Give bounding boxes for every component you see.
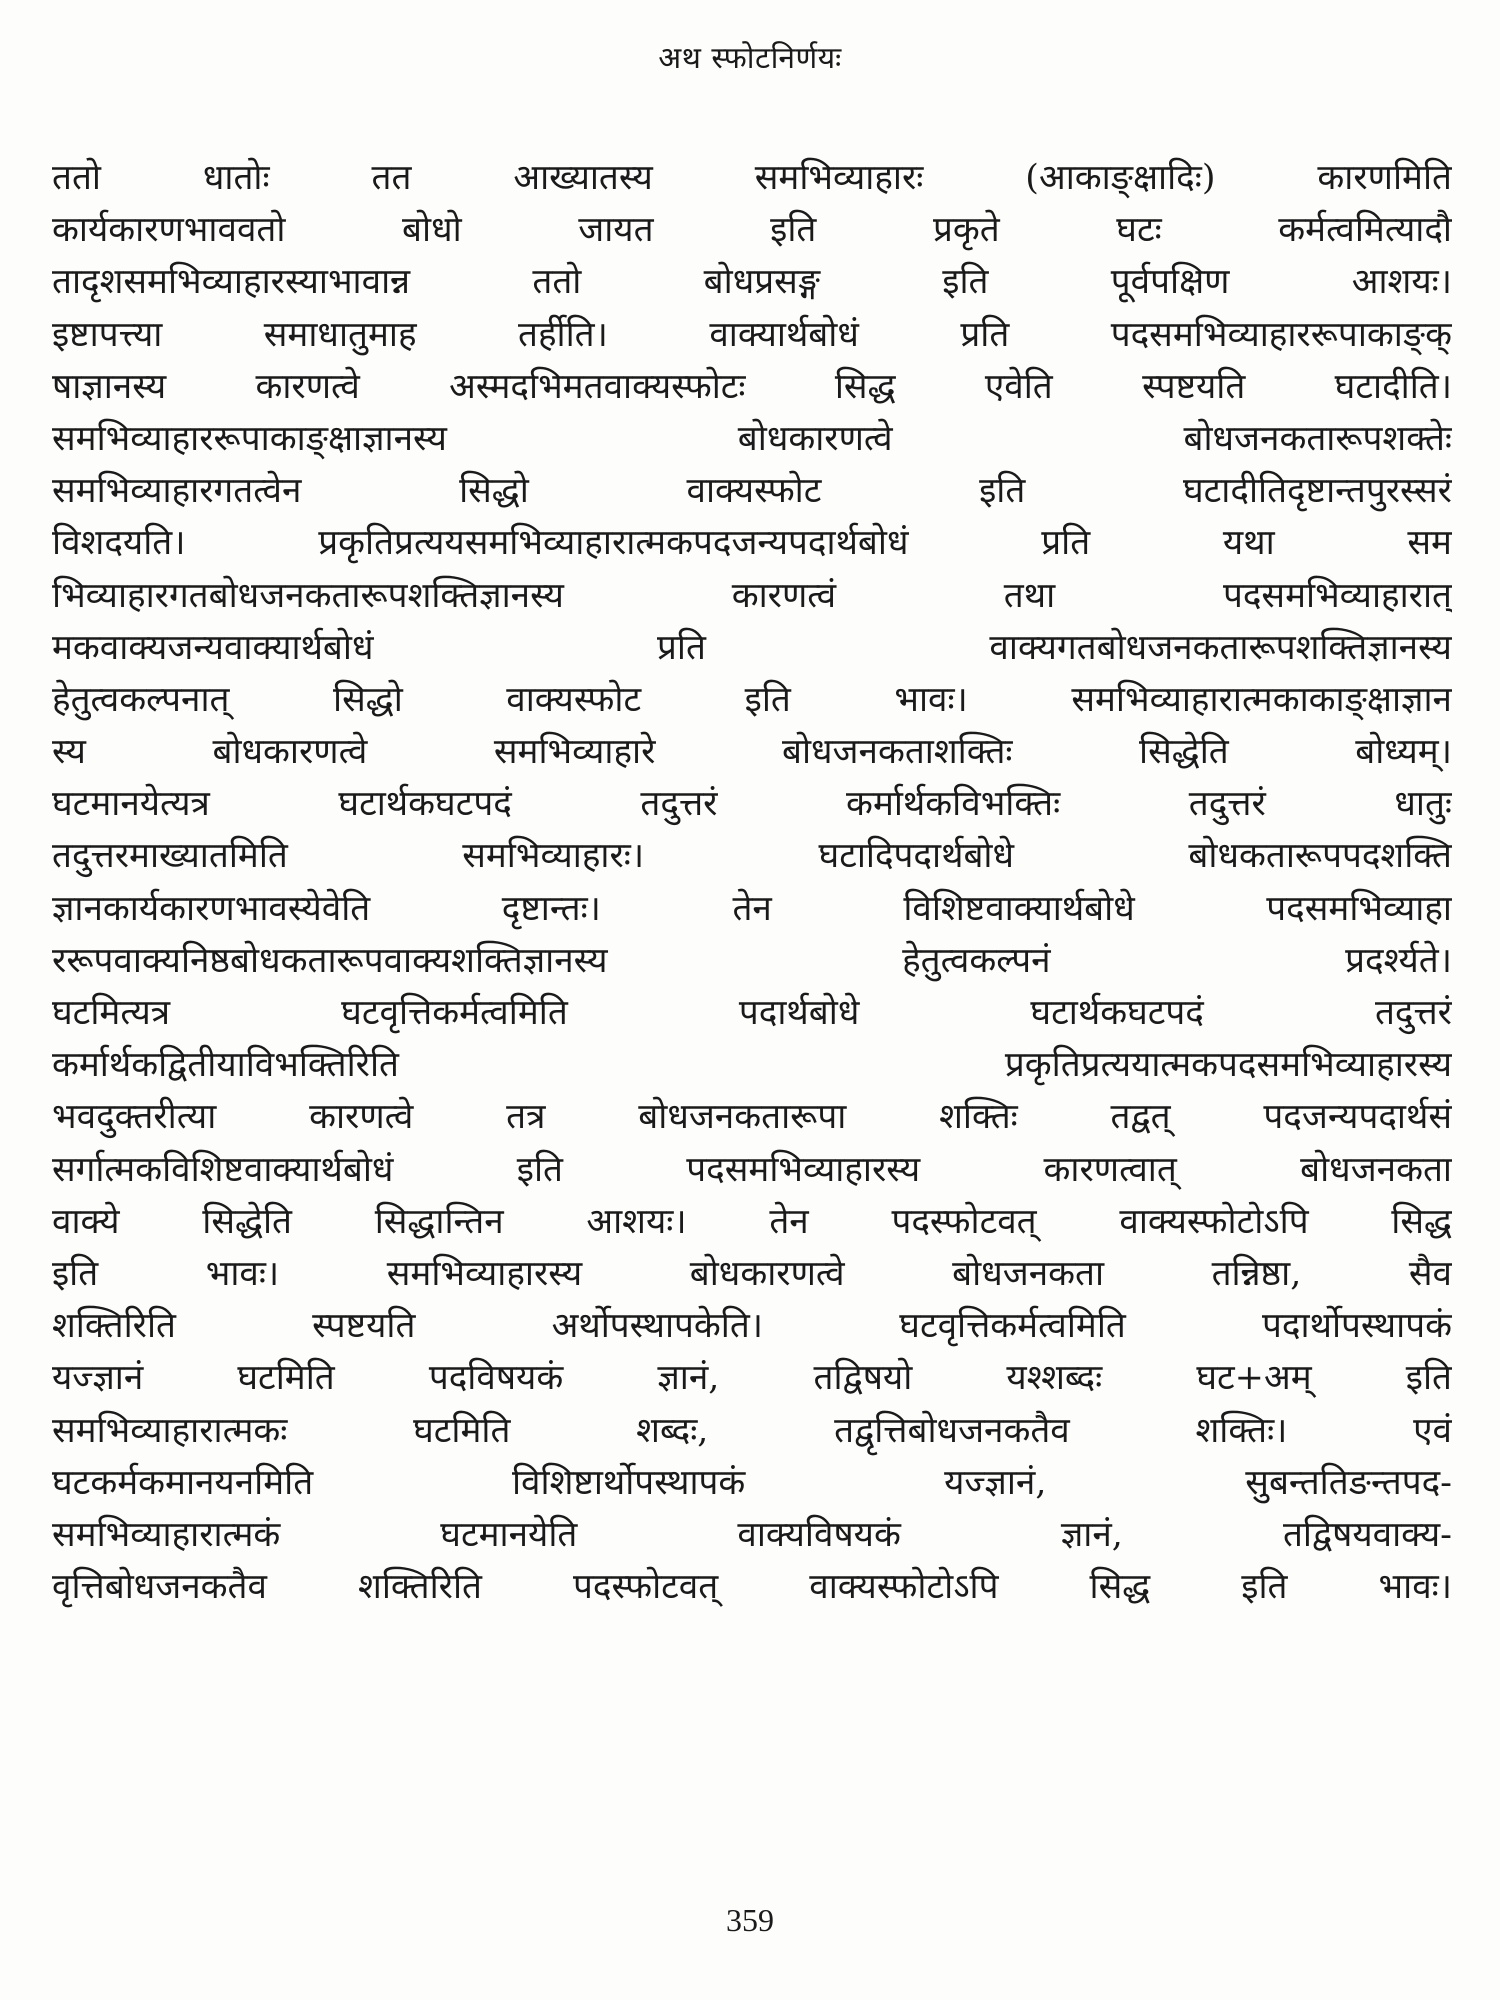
text-line: घटकर्मकमानयनमिति विशिष्टार्थोपस्थापकं यज्ज्ञानं, सुबन्ततिङन्तपद- xyxy=(52,1462,1452,1503)
text-line: यज्ज्ञानं घटमिति पदविषयकं ज्ञानं, तद्विषयो यश्शब्दः घट+अम् इति xyxy=(52,1358,1452,1399)
text-line: ततो धातोः तत आख्यातस्य समभिव्याहारः (आकाङ्क्षादिः) कारणमिति xyxy=(52,158,1452,198)
body-text xyxy=(52,152,1452,1613)
text-line: इष्टापत्त्या समाधातुमाह तर्हीति। वाक्यार्थबोधं प्रति पदसमभिव्याहाररूपाकाङ्क् xyxy=(52,314,1452,355)
text-line: भवदुक्तरीत्या कारणत्वे तत्र बोधजनकतारूपा शक्तिः तद्वत् पदजन्यपदार्थसं xyxy=(52,1097,1452,1138)
text-line: ररूपवाक्यनिष्ठबोधकतारूपवाक्यशक्तिज्ञानस्य हेतुत्वकल्पनं प्रदर्श्यते। xyxy=(52,940,1452,981)
text-line: भिव्याहारगतबोधजनकतारूपशक्तिज्ञानस्य कारणत्वं तथा पदसमभिव्याहारात् xyxy=(52,575,1452,616)
text-line: मकवाक्यजन्यवाक्यार्थबोधं प्रति वाक्यगतबोधजनकतारूपशक्तिज्ञानस्य xyxy=(52,627,1452,668)
text-line: तादृशसमभिव्याहारस्याभावान्न ततो बोधप्रसङ्ग इति पूर्वपक्षिण आशयः। xyxy=(52,262,1452,303)
running-title: अथ स्फोटनिर्णयः xyxy=(658,41,842,76)
text-line: वाक्ये सिद्धेति सिद्धान्तिन आशयः। तेन पदस्फोटवत् वाक्यस्फोटोऽपि सिद्ध xyxy=(52,1201,1452,1242)
text-line: घटमानयेत्यत्र घटार्थकघटपदं तदुत्तरं कर्मार्थकविभक्तिः तदुत्तरं धातुः xyxy=(52,784,1452,825)
text-line: शक्तिरिति स्पष्टयति अर्थोपस्थापकेति। घटवृत्तिकर्मत्वमिति पदार्थोपस्थापकं xyxy=(52,1306,1452,1347)
text-line: स्य बोधकारणत्वे समभिव्याहारे बोधजनकताशक्तिः सिद्धेति बोध्यम्। xyxy=(52,732,1452,773)
text-line: तदुत्तरमाख्यातमिति समभिव्याहारः। घटादिपदार्थबोधे बोधकतारूपपदशक्ति xyxy=(52,836,1452,877)
text-line: विशदयति। प्रकृतिप्रत्ययसमभिव्याहारात्मकपदजन्यपदार्थबोधं प्रति यथा सम xyxy=(52,523,1452,564)
text-line: समभिव्याहाररूपाकाङ्क्षाज्ञानस्य बोधकारणत्वे बोधजनकतारूपशक्तेः xyxy=(52,418,1452,459)
text-line: सर्गात्मकविशिष्टवाक्यार्थबोधं इति पदसमभिव्याहारस्य कारणत्वात् बोधजनकता xyxy=(52,1149,1452,1190)
text-line: इति भावः। समभिव्याहारस्य बोधकारणत्वे बोधजनकता तन्निष्ठा, सैव xyxy=(52,1253,1452,1294)
text-line: ज्ञानकार्यकारणभावस्येवेति दृष्टान्तः। तेन विशिष्टवाक्यार्थबोधे पदसमभिव्याहा xyxy=(52,888,1452,929)
text-line: समभिव्याहारगतत्वेन सिद्धो वाक्यस्फोट इति घटादीतिदृष्टान्तपुरस्सरं xyxy=(52,471,1452,512)
text-line: षाज्ञानस्य कारणत्वे अस्मदभिमतवाक्यस्फोटः सिद्ध एवेति स्पष्टयति घटादीति। xyxy=(52,366,1452,407)
text-line: कार्यकारणभाववतो बोधो जायत इति प्रकृते घटः कर्मत्वमित्यादौ xyxy=(52,210,1452,251)
text-line: वृत्तिबोधजनकतैव शक्तिरिति पदस्फोटवत् वाक्यस्फोटोऽपि सिद्ध इति भावः। xyxy=(52,1567,1452,1608)
text-line: हेतुत्वकल्पनात् सिद्धो वाक्यस्फोट इति भावः। समभिव्याहारात्मकाकाङ्क्षाज्ञान xyxy=(52,679,1452,720)
text-line: समभिव्याहारात्मकः घटमिति शब्दः, तद्वृत्तिबोधजनकतैव शक्तिः। एवं xyxy=(52,1410,1452,1451)
text-line: कर्मार्थकद्वितीयाविभक्तिरिति प्रकृतिप्रत्ययात्मकपदसमभिव्याहारस्य xyxy=(52,1045,1452,1086)
text-line: घटमित्यत्र घटवृत्तिकर्मत्वमिति पदार्थबोधे घटार्थकघटपदं तदुत्तरं xyxy=(52,993,1452,1033)
page-number: 359 xyxy=(726,1902,774,1938)
text-line: समभिव्याहारात्मकं घटमानयेति वाक्यविषयकं ज्ञानं, तद्विषयवाक्य- xyxy=(52,1514,1452,1555)
